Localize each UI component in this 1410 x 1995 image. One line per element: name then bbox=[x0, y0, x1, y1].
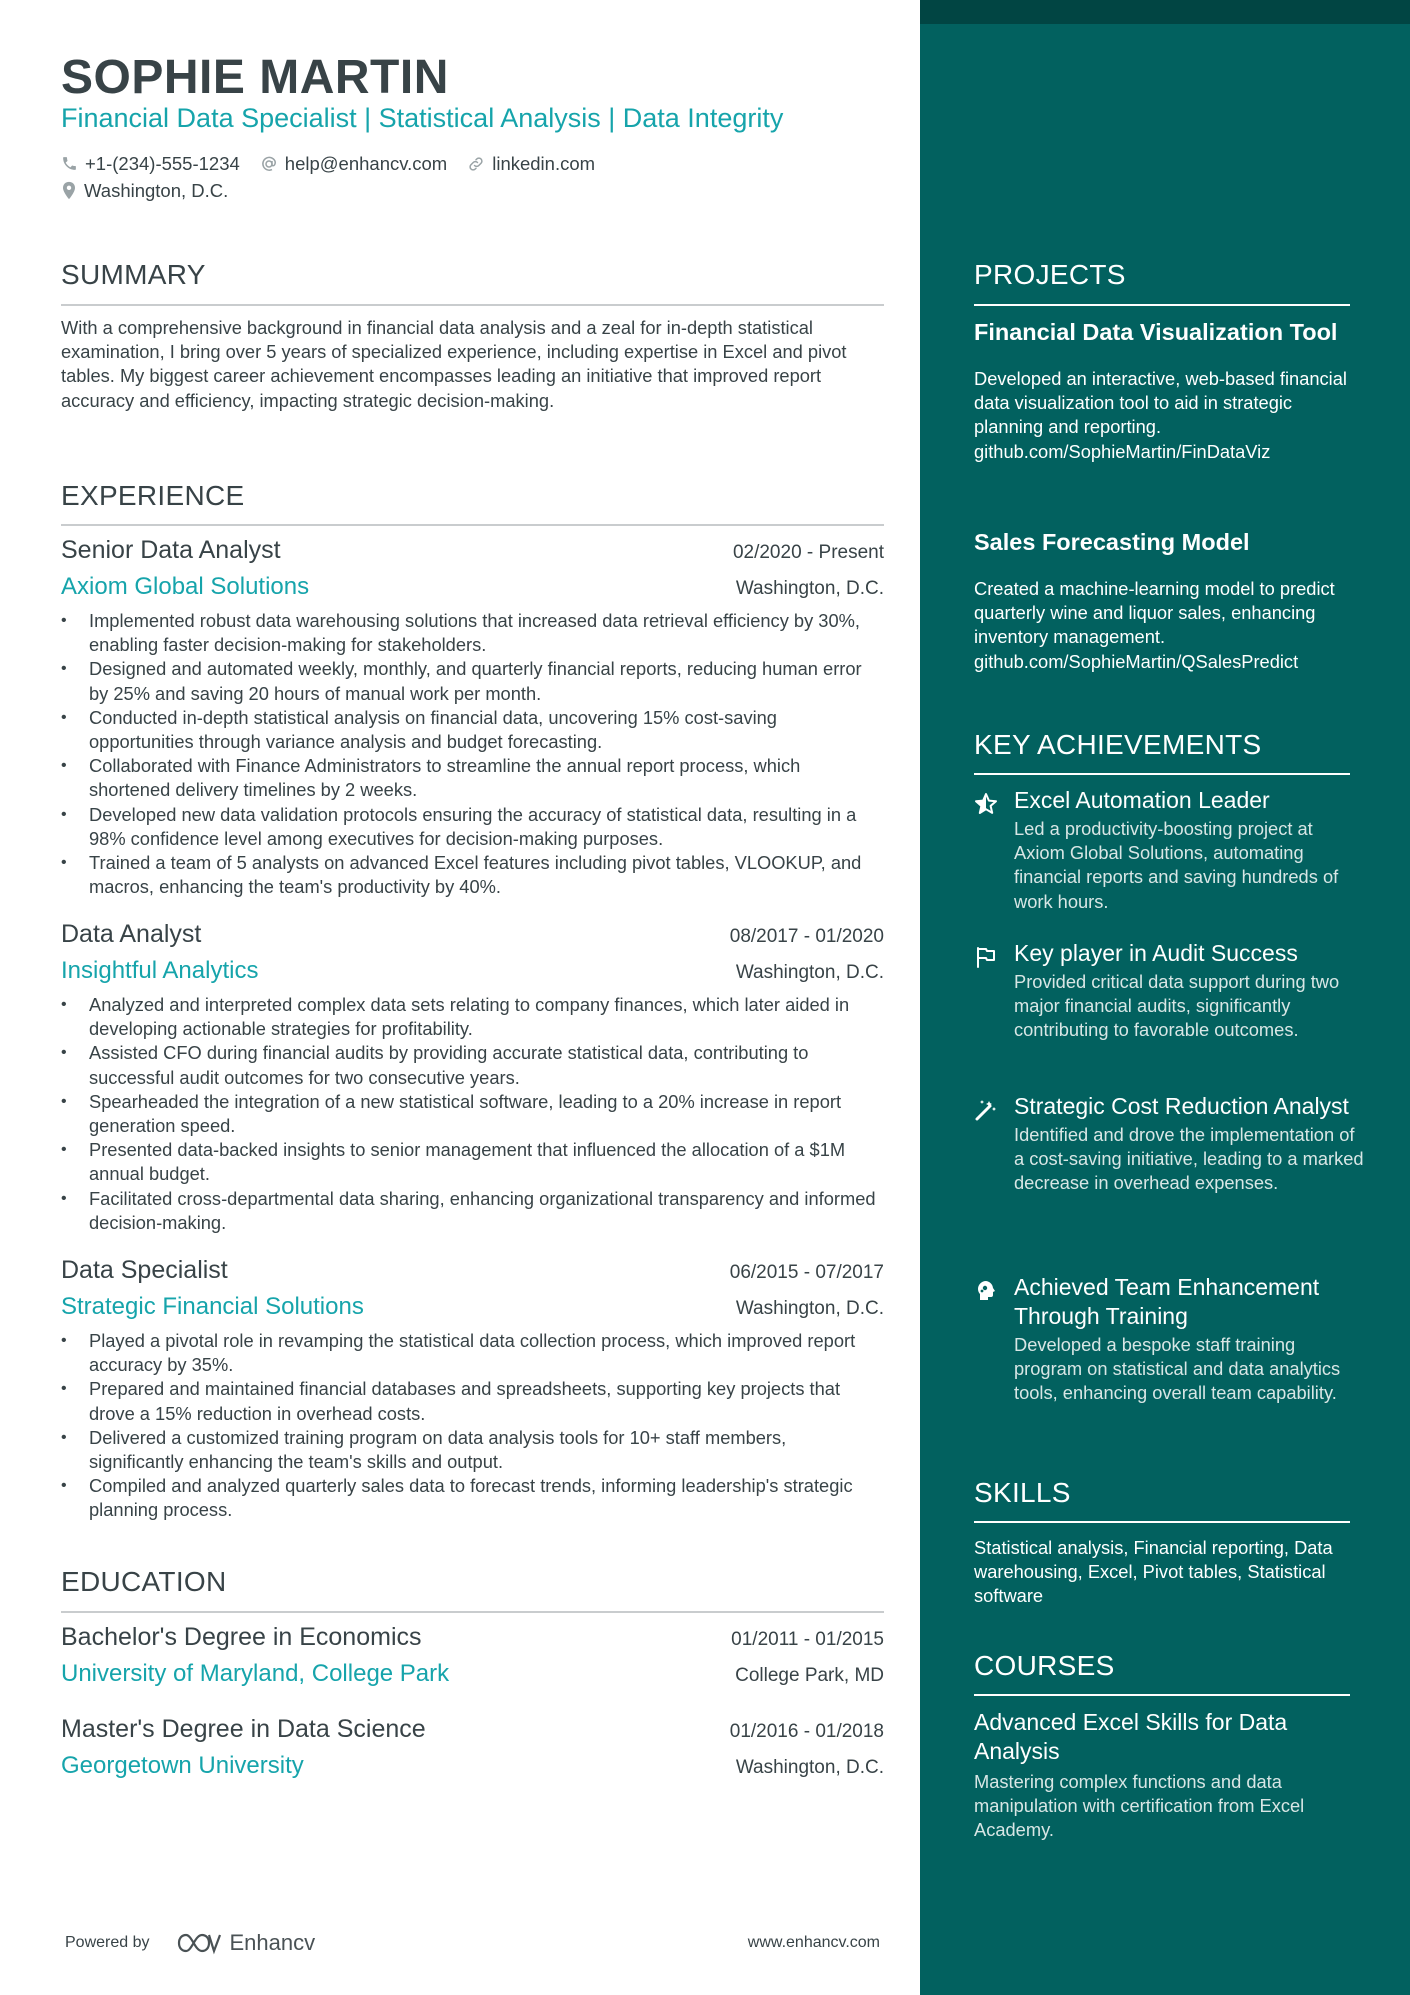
experience-heading: EXPERIENCE bbox=[61, 480, 245, 511]
list-item: • Played a pivotal role in revamping the statistical data collection process, which improved report accuracy by 35%. bbox=[61, 1329, 884, 1377]
location-contact bbox=[61, 180, 228, 202]
projects-divider bbox=[974, 304, 1350, 306]
email-contact[interactable] bbox=[260, 153, 447, 175]
project-entry bbox=[974, 527, 1354, 674]
website-link[interactable]: www.enhancv.com bbox=[747, 1934, 880, 1951]
job-title: Data Specialist bbox=[61, 1256, 228, 1284]
list-item: • Spearheaded the integration of a new statistical software, leading to a 20% increase in report generation speed. bbox=[61, 1090, 884, 1138]
education-divider bbox=[61, 1611, 884, 1613]
projects-heading: PROJECTS bbox=[974, 259, 1126, 290]
project-name: Sales Forecasting Model bbox=[974, 529, 1250, 555]
skills-list: Statistical analysis, Financial reporting, Data warehousing, Excel, Pivot tables, Statistical software bbox=[974, 1537, 1333, 1607]
courses-heading: COURSES bbox=[974, 1650, 1115, 1681]
list-item: • Implemented robust data warehousing solutions that increased data retrieval efficiency by 30%, enabling faster decision-making for stakeholders. bbox=[61, 609, 884, 657]
education-dates: 01/2016 - 01/2018 bbox=[729, 1721, 884, 1742]
project-description: Created a machine-learning model to predict quarterly wine and liquor sales, enhancing inventory management. github.com/SophieMartin/QSalesPredict bbox=[974, 578, 1335, 672]
link-icon bbox=[467, 155, 485, 173]
powered-by-label: Powered by bbox=[65, 1934, 150, 1951]
job-entry bbox=[61, 1256, 884, 1523]
achievement-item bbox=[974, 939, 1364, 1043]
job-company: Axiom Global Solutions bbox=[61, 573, 310, 600]
location-pin-icon bbox=[61, 181, 77, 200]
school-name: University of Maryland, College Park bbox=[61, 1660, 450, 1687]
achievement-title: Achieved Team Enhancement Through Training bbox=[1014, 1274, 1320, 1329]
achievement-description: Led a productivity-boosting project at Axiom Global Solutions, automating financial reports and saving hundreds of work hours. bbox=[1014, 818, 1339, 912]
education-dates: 01/2011 - 01/2015 bbox=[731, 1629, 884, 1650]
at-icon bbox=[260, 155, 278, 173]
job-location: Washington, D.C. bbox=[735, 1298, 884, 1319]
list-item: • Compiled and analyzed quarterly sales data to forecast trends, informing leadership's strategic planning process. bbox=[61, 1474, 884, 1522]
summary-text: With a comprehensive background in financial data analysis and a zeal for in-depth statistical examination, I bring over 5 years of specialized experience, including expertise in Excel and pivot tables. My biggest career achievement encompasses leading an initiative that improved report accuracy and efficiency, impacting strategic decision-making. bbox=[61, 317, 847, 411]
footer bbox=[65, 1930, 880, 1956]
achievement-item bbox=[974, 786, 1364, 914]
education-heading: EDUCATION bbox=[61, 1566, 227, 1597]
list-item: • Developed new data validation protocols ensuring the accuracy of statistical data, resulting in a 98% confidence level among executives for decision-making purposes. bbox=[61, 803, 884, 851]
linkedin-contact[interactable] bbox=[467, 153, 595, 175]
list-item: • Conducted in-depth statistical analysis on financial data, uncovering 15% cost-saving opportunities through variance analysis and budget forecasting. bbox=[61, 706, 884, 754]
job-bullets bbox=[61, 993, 884, 1235]
job-location: Washington, D.C. bbox=[735, 578, 884, 599]
achievement-title: Strategic Cost Reduction Analyst bbox=[1014, 1093, 1349, 1119]
courses-divider bbox=[974, 1694, 1350, 1696]
list-item: • Presented data-backed insights to senior management that influenced the allocation of a $1M annual budget. bbox=[61, 1138, 884, 1186]
powered-by bbox=[65, 1930, 315, 1956]
enhancv-logo-icon bbox=[176, 1931, 222, 1955]
achievement-item bbox=[974, 1092, 1364, 1196]
course-name: Advanced Excel Skills for Data Analysis bbox=[974, 1709, 1288, 1764]
course-description: Mastering complex functions and data manipulation with certification from Excel Academy. bbox=[974, 1771, 1305, 1841]
achievement-description: Developed a bespoke staff training program on statistical and data analytics tools, enhancing overall team capability. bbox=[1014, 1334, 1341, 1404]
job-company: Insightful Analytics bbox=[61, 957, 259, 984]
brain-icon bbox=[974, 1279, 998, 1303]
list-item: • Trained a team of 5 analysts on advanced Excel features including pivot tables, VLOOKUP, and macros, enhancing the team's productivity by 40%. bbox=[61, 851, 884, 899]
job-entry bbox=[61, 920, 884, 1235]
job-dates: 08/2017 - 01/2020 bbox=[729, 926, 884, 947]
job-bullets bbox=[61, 609, 884, 899]
job-location: Washington, D.C. bbox=[735, 962, 884, 983]
flag-icon bbox=[974, 945, 998, 969]
job-entry bbox=[61, 536, 884, 899]
achievement-title: Excel Automation Leader bbox=[1014, 787, 1270, 813]
course-entry bbox=[974, 1708, 1354, 1843]
school-location: College Park, MD bbox=[735, 1665, 884, 1686]
list-item: • Assisted CFO during financial audits by providing accurate statistical data, contributing to successful audit outcomes for two consecutive years. bbox=[61, 1041, 884, 1089]
summary-heading: SUMMARY bbox=[61, 259, 206, 290]
achievement-description: Identified and drove the implementation of a cost-saving initiative, leading to a marked decrease in overhead expenses. bbox=[1014, 1124, 1364, 1194]
summary-divider bbox=[61, 304, 884, 306]
enhancv-logo[interactable] bbox=[176, 1930, 316, 1956]
school-location: Washington, D.C. bbox=[735, 1757, 884, 1778]
education-entry bbox=[61, 1623, 884, 1688]
achievements-heading: KEY ACHIEVEMENTS bbox=[974, 729, 1262, 760]
achievement-description: Provided critical data support during two major financial audits, significantly contributing to favorable outcomes. bbox=[1014, 971, 1340, 1041]
job-bullets bbox=[61, 1329, 884, 1523]
achievements-divider bbox=[974, 773, 1350, 775]
project-description: Developed an interactive, web-based financial data visualization tool to aid in strategic planning and reporting. github.com/SophieMartin/FinDataViz bbox=[974, 368, 1347, 462]
education-entry bbox=[61, 1715, 884, 1780]
star-half-icon bbox=[974, 792, 998, 816]
job-title: Senior Data Analyst bbox=[61, 536, 281, 564]
job-dates: 06/2015 - 07/2017 bbox=[729, 1262, 884, 1283]
magic-wand-icon bbox=[974, 1098, 998, 1122]
list-item: • Delivered a customized training program on data analysis tools for 10+ staff members, significantly enhancing the team's skills and output. bbox=[61, 1426, 884, 1474]
candidate-name: SOPHIE MARTIN bbox=[61, 51, 449, 104]
job-dates: 02/2020 - Present bbox=[732, 542, 884, 563]
sidebar bbox=[920, 0, 1410, 1995]
school-name: Georgetown University bbox=[61, 1752, 304, 1779]
list-item: • Prepared and maintained financial databases and spreadsheets, supporting key projects that drove a 15% reduction in overhead costs. bbox=[61, 1377, 884, 1425]
skills-heading: SKILLS bbox=[974, 1477, 1071, 1508]
list-item: • Facilitated cross-departmental data sharing, enhancing organizational transparency and informed decision-making. bbox=[61, 1187, 884, 1235]
job-company: Strategic Financial Solutions bbox=[61, 1293, 364, 1320]
achievement-title: Key player in Audit Success bbox=[1014, 940, 1298, 966]
phone-contact[interactable] bbox=[61, 153, 240, 175]
degree-title: Bachelor's Degree in Economics bbox=[61, 1623, 422, 1651]
list-item: • Designed and automated weekly, monthly, and quarterly financial reports, reducing human error by 25% and saving 20 hours of manual work per month. bbox=[61, 657, 884, 705]
job-title: Data Analyst bbox=[61, 920, 202, 948]
contact-info bbox=[61, 150, 881, 204]
location-text: Washington, D.C. bbox=[84, 179, 229, 201]
headline: Financial Data Specialist | Statistical Analysis | Data Integrity bbox=[61, 103, 784, 133]
list-item: • Analyzed and interpreted complex data sets relating to company finances, which later aided in developing actionable strategies for profitability. bbox=[61, 993, 884, 1041]
degree-title: Master's Degree in Data Science bbox=[61, 1715, 426, 1743]
project-name: Financial Data Visualization Tool bbox=[974, 319, 1338, 345]
sidebar-top-band bbox=[920, 0, 1410, 24]
email-text: help@enhancv.com bbox=[284, 152, 448, 174]
linkedin-text: linkedin.com bbox=[492, 152, 596, 174]
phone-text: +1-(234)-555-1234 bbox=[85, 152, 240, 174]
brand-name: Enhancv bbox=[229, 1930, 316, 1955]
achievement-item bbox=[974, 1273, 1364, 1406]
experience-divider bbox=[61, 524, 884, 526]
list-item: • Collaborated with Finance Administrators to streamline the annual report process, which shortened delivery timelines by 2 weeks. bbox=[61, 754, 884, 802]
phone-icon bbox=[61, 155, 78, 172]
skills-divider bbox=[974, 1521, 1350, 1523]
project-entry bbox=[974, 317, 1354, 464]
